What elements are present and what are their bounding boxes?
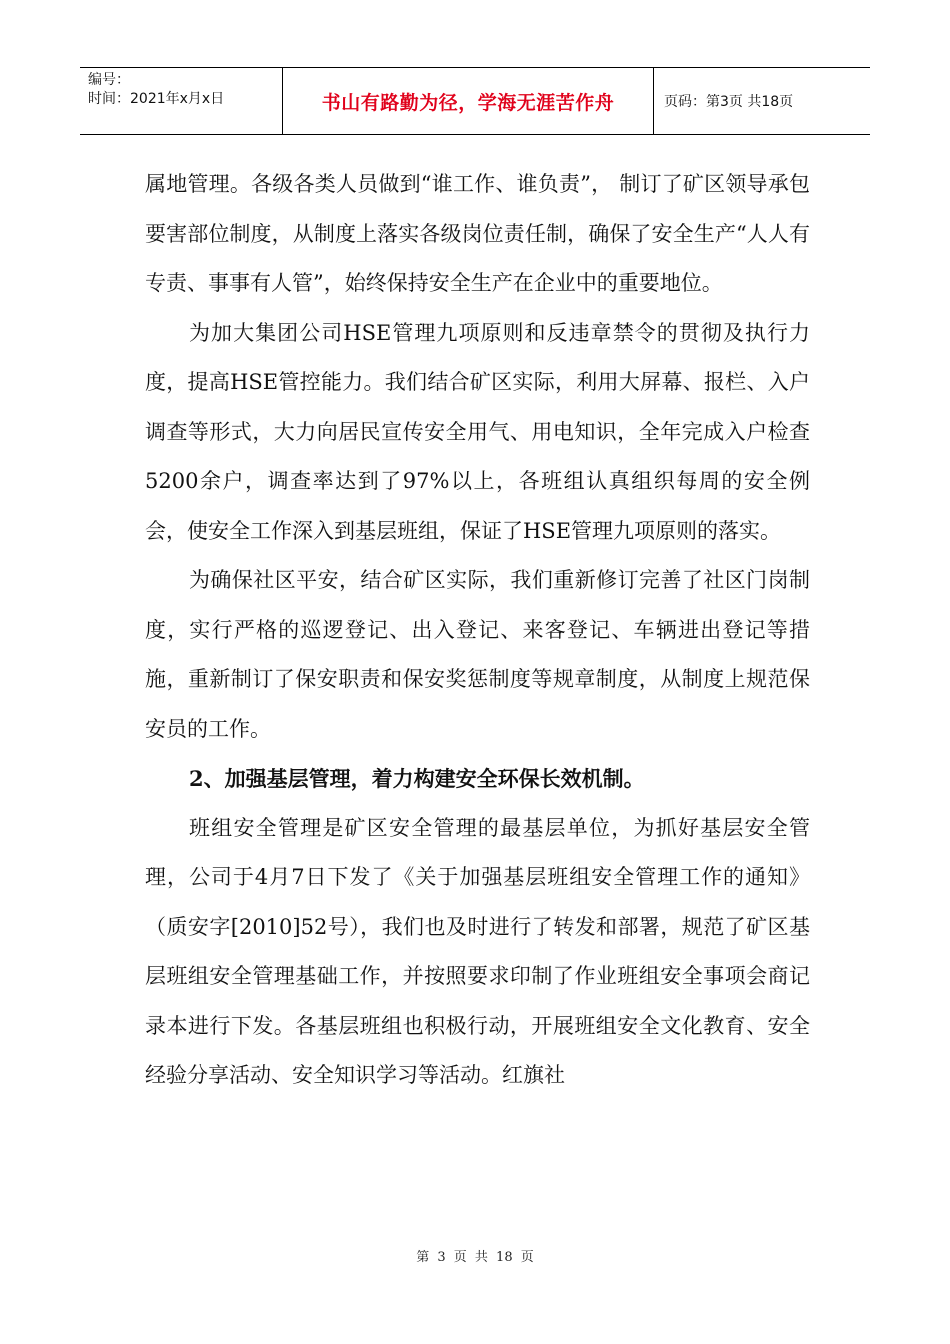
page-footer: 第 3 页 共 18 页 (416, 1250, 534, 1265)
document-body (145, 160, 810, 1101)
section-heading: 2、加强基层管理，着力构建安全环保长效机制。 (189, 766, 645, 791)
header-page-info: 页码：第3页 共18页 (664, 94, 794, 110)
paragraph-3: 为确保社区平安，结合矿区实际，我们重新修订完善了社区门岗制度，实行严格的巡逻登记、出入登记、来客登记、车辆进出登记等措施，重新制订了保安职责和保安奖惩制度等规章制度，从制度上规范保安员的工作。 (145, 568, 810, 741)
paragraph-1: 属地管理。各级各类人员做到“谁工作、谁负责”， 制订了矿区领导承包要害部位制度，从制度上落实各级岗位责任制，确保了安全生产“人人有专责、事事有人管”，始终保持安全生产在企业中的重要地位。 (145, 172, 810, 295)
paragraph-2: 为加大集团公司HSE管理九项原则和反违章禁令的贯彻及执行力度，提高HSE管控能力。我们结合矿区实际，利用大屏幕、报栏、入户调查等形式，大力向居民宣传安全用气、用电知识，全年完成入户检查5200余户，调查率达到了97%以上，各班组认真组织每周的安全例会，使安全工作深入到基层班组，保证了HSE管理九项原则的落实。 (145, 320, 810, 543)
page-header (80, 67, 870, 135)
header-number: 编号： (88, 72, 130, 88)
header-motto-cell (282, 68, 654, 134)
header-motto: 书山有路勤为径，学海无涯苦作舟 (321, 91, 615, 114)
header-meta (80, 68, 282, 134)
paragraph-4: 班组安全管理是矿区安全管理的最基层单位，为抓好基层安全管理，公司于4月7日下发了《关于加强基层班组安全管理工作的通知》（质安字[2010]52号），我们也及时进行了转发和部署，规范了矿区基层班组安全管理基础工作，并按照要求印制了作业班组安全事项会商记录本进行下发。各基层班组也积极行动，开展班组安全文化教育、安全经验分享活动、安全知识学习等活动。红旗社 (145, 815, 810, 1087)
header-date: 时间：2021年x月x日 (88, 91, 225, 107)
